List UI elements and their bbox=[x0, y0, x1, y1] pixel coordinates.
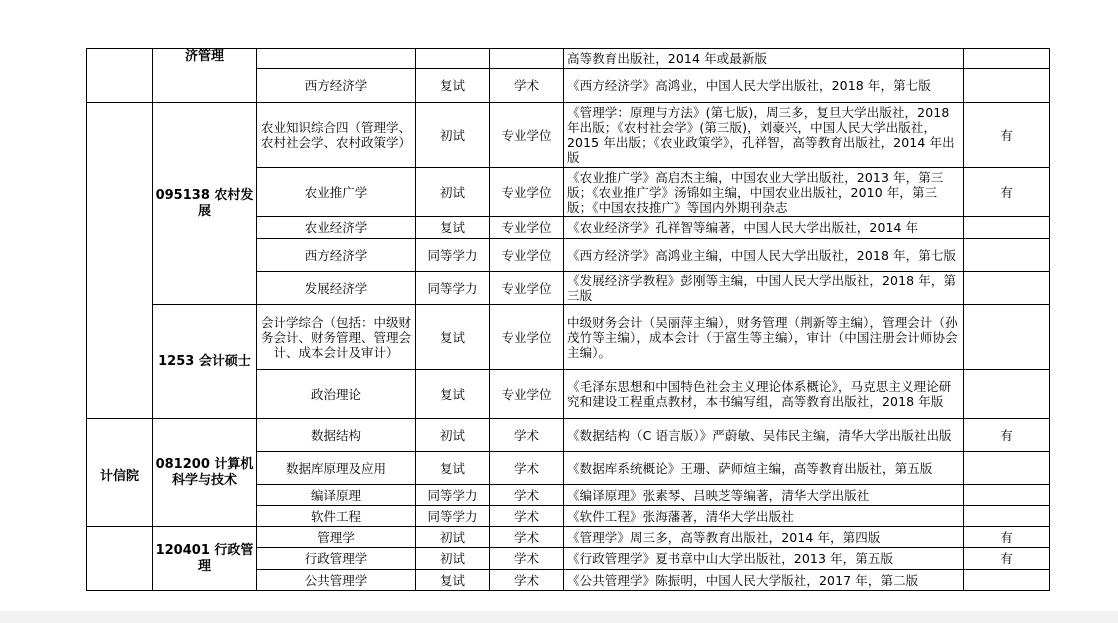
subject-cell: 政治理论 bbox=[257, 370, 416, 419]
dept-divider bbox=[87, 526, 153, 527]
has-cell: 有 bbox=[964, 527, 1050, 548]
table-row bbox=[87, 103, 1050, 168]
reference-cell: 高等教育出版社，2014 年或最新版 bbox=[564, 49, 964, 69]
subject-cell: 农业推广学 bbox=[257, 168, 416, 217]
reference-cell: 《管理学》周三多，高等教育出版社，2014 年，第四版 bbox=[564, 527, 964, 548]
subject-cell: 西方经济学 bbox=[257, 69, 416, 103]
degree-type-cell: 学术 bbox=[490, 506, 564, 527]
reference-cell: 中级财务会计（吴丽萍主编），财务管理（荆新等主编），管理会计（孙茂竹等主编），成本会计（于富生等主编），审计（中国注册会计师协会主编）。 bbox=[564, 305, 964, 370]
exam-type-cell: 同等学力 bbox=[416, 506, 490, 527]
reference-cell: 《软件工程》张海藩著，清华大学出版社 bbox=[564, 506, 964, 527]
subject-cell: 数据库原理及应用 bbox=[257, 452, 416, 485]
dept-label: 计信院 bbox=[99, 468, 139, 484]
exam-type-cell: 初试 bbox=[416, 103, 490, 168]
degree-type-cell: 学术 bbox=[490, 485, 564, 506]
exam-type-cell: 复试 bbox=[416, 452, 490, 485]
subject-cell: 软件工程 bbox=[257, 506, 416, 527]
has-cell bbox=[964, 217, 1050, 239]
subject-cell: 管理学 bbox=[257, 527, 416, 548]
degree-type-cell: 专业学位 bbox=[490, 217, 564, 239]
reference-cell: 《管理学：原理与方法》(第七版)，周三多，复旦大学出版社，2018 年出版；《农村社会学》(第三版)，刘豪兴，中国人民大学出版社，2015 年出版；《农业政策学》，孔祥智，高等教育出版社，2014 年出版 bbox=[564, 103, 964, 168]
has-cell bbox=[964, 570, 1050, 591]
major-cell: 1253 会计硕士 bbox=[153, 305, 257, 419]
degree-type-cell: 专业学位 bbox=[490, 239, 564, 272]
has-cell: 有 bbox=[964, 548, 1050, 570]
exam-type-cell: 复试 bbox=[416, 217, 490, 239]
exam-type-cell: 初试 bbox=[416, 527, 490, 548]
table-row bbox=[87, 527, 1050, 548]
has-cell bbox=[964, 485, 1050, 506]
dept-divider bbox=[87, 418, 153, 419]
degree-type-cell: 专业学位 bbox=[490, 168, 564, 217]
exam-type-cell: 初试 bbox=[416, 168, 490, 217]
table-row bbox=[87, 49, 1050, 69]
reference-cell: 《西方经济学》高鸿业，中国人民大学出版社，2018 年，第七版 bbox=[564, 69, 964, 103]
has-cell: 有 bbox=[964, 419, 1050, 452]
degree-type-cell: 学术 bbox=[490, 69, 564, 103]
subject-cell: 编译原理 bbox=[257, 485, 416, 506]
reference-cell: 《毛泽东思想和中国特色社会主义理论体系概论》，马克思主义理论研究和建设工程重点教材，本书编写组，高等教育出版社，2018 年版 bbox=[564, 370, 964, 419]
reference-cell: 《行政管理学》夏书章中山大学出版社，2013 年，第五版 bbox=[564, 548, 964, 570]
has-cell bbox=[964, 239, 1050, 272]
has-cell bbox=[964, 305, 1050, 370]
has-cell: 有 bbox=[964, 103, 1050, 168]
reference-cell: 《数据结构（C 语言版）》严蔚敏、吴伟民主编，清华大学出版社出版 bbox=[564, 419, 964, 452]
reference-cell: 《数据库系统概论》王珊、萨师煊主编，高等教育出版社，第五版 bbox=[564, 452, 964, 485]
degree-type-cell: 专业学位 bbox=[490, 370, 564, 419]
subject-cell: 农业知识综合四（管理学、农村社会学、农村政策学） bbox=[257, 103, 416, 168]
major-cell: 095138 农村发展 bbox=[153, 103, 257, 305]
exam-type-cell: 同等学力 bbox=[416, 485, 490, 506]
major-cell: 081200 计算机科学与技术 bbox=[153, 419, 257, 527]
reference-cell: 《农业经济学》孔祥智等编著，中国人民大学出版社，2014 年 bbox=[564, 217, 964, 239]
degree-type-cell: 学术 bbox=[490, 419, 564, 452]
dept-cell bbox=[87, 49, 153, 103]
table-row bbox=[87, 305, 1050, 370]
degree-type-cell: 学术 bbox=[490, 548, 564, 570]
subject-cell: 数据结构 bbox=[257, 419, 416, 452]
exam-type-cell: 初试 bbox=[416, 419, 490, 452]
exam-type-cell: 初试 bbox=[416, 548, 490, 570]
has-cell bbox=[964, 506, 1050, 527]
subject-cell: 公共管理学 bbox=[257, 570, 416, 591]
exam-type-cell: 同等学力 bbox=[416, 272, 490, 305]
has-cell bbox=[964, 69, 1050, 103]
exam-type-cell bbox=[416, 49, 490, 69]
has-cell bbox=[964, 452, 1050, 485]
exam-type-cell: 复试 bbox=[416, 570, 490, 591]
exam-type-cell: 复试 bbox=[416, 370, 490, 419]
degree-type-cell: 专业学位 bbox=[490, 272, 564, 305]
subject-cell: 农业经济学 bbox=[257, 217, 416, 239]
table-row bbox=[87, 419, 1050, 452]
dept-cell-blank bbox=[87, 103, 153, 591]
degree-type-cell bbox=[490, 49, 564, 69]
reference-cell: 《西方经济学》高鸿业主编，中国人民大学出版社，2018 年，第七版 bbox=[564, 239, 964, 272]
has-cell bbox=[964, 370, 1050, 419]
degree-type-cell: 学术 bbox=[490, 570, 564, 591]
reference-cell: 《发展经济学教程》彭刚等主编，中国人民大学出版社，2018 年，第三版 bbox=[564, 272, 964, 305]
exam-type-cell: 复试 bbox=[416, 305, 490, 370]
subject-cell: 发展经济学 bbox=[257, 272, 416, 305]
degree-type-cell: 学术 bbox=[490, 452, 564, 485]
subject-cell: 西方经济学 bbox=[257, 239, 416, 272]
subject-cell: 会计学综合（包括：中级财务会计、财务管理、管理会计、成本会计及审计） bbox=[257, 305, 416, 370]
reference-cell: 《编译原理》张素琴、吕映芝等编著，清华大学出版社 bbox=[564, 485, 964, 506]
degree-type-cell: 学术 bbox=[490, 527, 564, 548]
exam-type-cell: 复试 bbox=[416, 69, 490, 103]
major-cell: 济管理 bbox=[153, 49, 257, 103]
subject-cell: 行政管理学 bbox=[257, 548, 416, 570]
has-cell bbox=[964, 272, 1050, 305]
subject-cell bbox=[257, 49, 416, 69]
degree-type-cell: 专业学位 bbox=[490, 305, 564, 370]
has-cell bbox=[964, 49, 1050, 69]
reference-cell: 《农业推广学》高启杰主编，中国农业大学出版社，2013 年，第三版；《农业推广学》汤锦如主编，中国农业出版社，2010 年，第三版；《中国农技推广》等国内外期刊杂志 bbox=[564, 168, 964, 217]
exam-type-cell: 同等学力 bbox=[416, 239, 490, 272]
exam-reference-table bbox=[86, 48, 1050, 591]
degree-type-cell: 专业学位 bbox=[490, 103, 564, 168]
has-cell: 有 bbox=[964, 168, 1050, 217]
major-cell: 120401 行政管理 bbox=[153, 527, 257, 591]
reference-cell: 《公共管理学》陈振明，中国人民大学版社，2017 年，第二版 bbox=[564, 570, 964, 591]
page-bottom-edge bbox=[0, 611, 1118, 623]
